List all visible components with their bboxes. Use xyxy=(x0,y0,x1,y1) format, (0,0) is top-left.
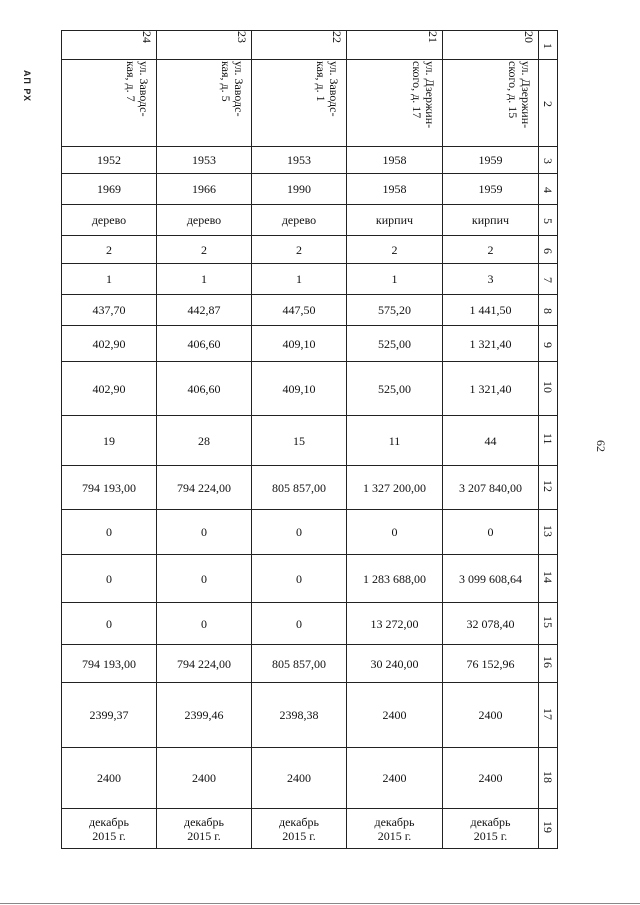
material-value: дерево xyxy=(186,213,222,227)
table-row xyxy=(62,60,558,147)
cost-other-value: 794 193,00 xyxy=(82,656,136,671)
table-row xyxy=(62,236,558,264)
cost-per-m2-value: 2399,37 xyxy=(89,708,129,722)
record-number-cell xyxy=(252,31,347,60)
material-cell xyxy=(443,205,539,236)
residents-cell xyxy=(443,416,539,466)
row-number-cell xyxy=(539,60,558,147)
row-number-cell xyxy=(539,748,558,809)
limit-per-m2-value: 2400 xyxy=(478,771,503,785)
cost-total-cell xyxy=(252,466,347,510)
sections-cell xyxy=(157,264,252,295)
table-row xyxy=(62,683,558,748)
cost-other-cell xyxy=(443,645,539,683)
cost-local-cell xyxy=(157,603,252,645)
cost-per-m2-cell xyxy=(443,683,539,748)
area-living-2-value: 409,10 xyxy=(282,381,316,396)
cost-other-cell xyxy=(347,645,443,683)
cost-total-cell xyxy=(347,466,443,510)
deadline-cell xyxy=(443,809,539,849)
address-text: ул. Дзержин- ского, д. 15 xyxy=(506,61,533,129)
row-number-cell xyxy=(539,147,558,174)
floors-cell xyxy=(62,236,157,264)
cost-fund-value: 0 xyxy=(201,525,207,539)
floors-cell xyxy=(347,236,443,264)
table-row xyxy=(62,603,558,645)
limit-per-m2-value: 2400 xyxy=(287,771,311,785)
cost-region-cell xyxy=(157,555,252,603)
area-total-cell xyxy=(347,295,443,326)
residents-value: 15 xyxy=(293,433,305,448)
cost-local-cell xyxy=(252,603,347,645)
row-number-cell xyxy=(539,645,558,683)
record-number: 23 xyxy=(235,31,249,43)
record-number: 22 xyxy=(330,31,344,43)
cost-total-value: 794 193,00 xyxy=(82,480,136,495)
sections-cell xyxy=(347,264,443,295)
cost-region-cell xyxy=(62,555,157,603)
cost-fund-value: 0 xyxy=(391,525,398,539)
deadline-value: декабрь 2015 г. xyxy=(184,814,224,843)
row-number-cell xyxy=(539,362,558,416)
residents-value: 11 xyxy=(388,433,401,448)
year-built-cell xyxy=(252,147,347,174)
row-number-cell xyxy=(539,31,558,60)
cost-other-value: 30 240,00 xyxy=(370,656,419,671)
material-cell xyxy=(347,205,443,236)
material-value: дерево xyxy=(91,213,127,227)
year-built-value: 1959 xyxy=(478,153,503,167)
area-total-cell xyxy=(62,295,157,326)
cost-per-m2-cell xyxy=(347,683,443,748)
table-row xyxy=(62,295,558,326)
cost-other-value: 794 224,00 xyxy=(177,656,231,671)
record-number-cell xyxy=(157,31,252,60)
row-number-cell xyxy=(539,466,558,510)
deadline-cell xyxy=(157,809,252,849)
cost-per-m2-value: 2400 xyxy=(382,708,407,722)
row-number: 5 xyxy=(541,218,555,224)
area-living-cell xyxy=(443,326,539,362)
cost-local-cell xyxy=(62,603,157,645)
residents-cell xyxy=(347,416,443,466)
year-2-value: 1959 xyxy=(478,182,503,196)
row-number: 9 xyxy=(541,341,555,348)
area-total-value: 447,50 xyxy=(282,303,316,317)
cost-other-value: 805 857,00 xyxy=(272,656,326,671)
year-2-value: 1969 xyxy=(97,182,121,196)
sections-value: 1 xyxy=(201,272,207,286)
area-total-value: 437,70 xyxy=(92,303,126,317)
deadline-value: декабрь 2015 г. xyxy=(279,814,319,843)
material-cell xyxy=(252,205,347,236)
area-living-cell xyxy=(252,326,347,362)
cost-fund-cell xyxy=(62,510,157,555)
area-living-2-cell xyxy=(347,362,443,416)
material-cell xyxy=(62,205,157,236)
area-living-2-value: 525,00 xyxy=(378,381,411,396)
year-2-cell xyxy=(252,174,347,205)
cost-local-cell xyxy=(443,603,539,645)
area-living-value: 525,00 xyxy=(378,336,411,351)
record-number: 20 xyxy=(522,31,536,43)
year-2-cell xyxy=(347,174,443,205)
limit-per-m2-value: 2400 xyxy=(382,771,407,785)
sections-cell xyxy=(443,264,539,295)
table-row xyxy=(62,147,558,174)
address-cell xyxy=(252,60,347,147)
year-built-cell xyxy=(443,147,539,174)
cost-per-m2-value: 2400 xyxy=(478,708,503,722)
cost-other-cell xyxy=(157,645,252,683)
area-living-value: 1 321,40 xyxy=(469,336,512,351)
deadline-value: декабрь 2015 г. xyxy=(89,814,129,843)
address-cell xyxy=(62,60,157,147)
material-cell xyxy=(157,205,252,236)
year-built-cell xyxy=(157,147,252,174)
sections-cell xyxy=(62,264,157,295)
residents-value: 19 xyxy=(103,433,115,448)
record-number-cell xyxy=(347,31,443,60)
table-row xyxy=(62,555,558,603)
row-number: 10 xyxy=(541,381,555,393)
residents-cell xyxy=(252,416,347,466)
floors-value: 2 xyxy=(487,242,494,257)
table-row xyxy=(62,31,558,60)
sections-value: 1 xyxy=(391,272,398,286)
cost-local-value: 32 078,40 xyxy=(466,616,515,631)
area-living-2-cell xyxy=(252,362,347,416)
year-2-value: 1958 xyxy=(382,182,407,196)
year-2-cell xyxy=(62,174,157,205)
cost-other-value: 76 152,96 xyxy=(466,656,515,671)
table-row xyxy=(62,645,558,683)
year-2-cell xyxy=(157,174,252,205)
area-total-cell xyxy=(252,295,347,326)
cost-total-cell xyxy=(62,466,157,510)
cost-fund-value: 0 xyxy=(106,525,112,539)
cost-per-m2-value: 2398,38 xyxy=(279,708,319,722)
cost-fund-cell xyxy=(252,510,347,555)
deadline-cell xyxy=(62,809,157,849)
cost-local-value: 0 xyxy=(296,616,302,631)
sections-value: 1 xyxy=(296,272,302,286)
cost-region-cell xyxy=(347,555,443,603)
year-2-cell xyxy=(443,174,539,205)
year-built-cell xyxy=(62,147,157,174)
material-value: кирпич xyxy=(471,213,510,227)
deadline-cell xyxy=(252,809,347,849)
area-total-value: 442,87 xyxy=(187,303,221,317)
row-number-cell xyxy=(539,555,558,603)
row-number: 13 xyxy=(541,524,555,537)
cost-local-value: 0 xyxy=(201,616,207,631)
row-number: 16 xyxy=(541,656,555,668)
row-number: 17 xyxy=(541,707,555,720)
cost-total-cell xyxy=(443,466,539,510)
table-row xyxy=(62,326,558,362)
row-number: 12 xyxy=(541,480,555,492)
residents-value: 28 xyxy=(198,433,210,448)
deadline-cell xyxy=(347,809,443,849)
cost-local-value: 13 272,00 xyxy=(370,616,419,631)
year-built-value: 1953 xyxy=(192,153,216,167)
area-living-2-cell xyxy=(157,362,252,416)
floors-cell xyxy=(252,236,347,264)
year-built-value: 1958 xyxy=(382,153,407,167)
register-table xyxy=(61,30,558,849)
address-text: ул. Заводс- кая, д. 5 xyxy=(219,61,246,117)
cost-local-cell xyxy=(347,603,443,645)
area-living-cell xyxy=(157,326,252,362)
area-living-cell xyxy=(62,326,157,362)
material-value: кирпич xyxy=(375,213,414,227)
bottom-rule xyxy=(0,903,640,904)
row-number-cell xyxy=(539,416,558,466)
address-text: ул. Дзержин- ского, д. 17 xyxy=(410,61,437,129)
cost-total-value: 3 207 840,00 xyxy=(459,480,522,495)
row-number: 4 xyxy=(541,187,555,193)
sections-cell xyxy=(252,264,347,295)
address-cell xyxy=(443,60,539,147)
residents-cell xyxy=(62,416,157,466)
area-living-value: 406,60 xyxy=(187,336,221,351)
cost-region-value: 0 xyxy=(201,571,207,586)
residents-cell xyxy=(157,416,252,466)
deadline-value: декабрь 2015 г. xyxy=(374,814,415,843)
limit-per-m2-cell xyxy=(62,748,157,809)
row-number-cell xyxy=(539,603,558,645)
page-number: 62 xyxy=(594,440,608,452)
residents-value: 44 xyxy=(484,433,497,448)
row-number: 14 xyxy=(541,571,555,583)
row-number: 6 xyxy=(541,247,555,254)
table-row xyxy=(62,416,558,466)
material-value: дерево xyxy=(281,213,317,227)
limit-per-m2-cell xyxy=(443,748,539,809)
table-row xyxy=(62,264,558,295)
address-text: ул. Заводс- кая, д. 7 xyxy=(124,61,151,117)
limit-per-m2-value: 2400 xyxy=(192,771,216,785)
year-built-value: 1952 xyxy=(97,153,121,167)
record-number-cell xyxy=(62,31,157,60)
row-number: 2 xyxy=(541,101,555,107)
sections-value: 3 xyxy=(487,272,494,286)
year-2-value: 1990 xyxy=(287,182,311,196)
cost-total-value: 1 327 200,00 xyxy=(363,480,426,495)
area-total-cell xyxy=(443,295,539,326)
row-number-cell xyxy=(539,264,558,295)
floors-value: 2 xyxy=(106,242,112,257)
row-number: 7 xyxy=(541,277,555,283)
row-number-cell xyxy=(539,205,558,236)
floors-value: 2 xyxy=(201,242,207,257)
area-living-value: 409,10 xyxy=(282,336,316,351)
cost-per-m2-cell xyxy=(252,683,347,748)
area-total-cell xyxy=(157,295,252,326)
cost-other-cell xyxy=(252,645,347,683)
floors-value: 2 xyxy=(296,242,302,257)
limit-per-m2-cell xyxy=(157,748,252,809)
cost-region-value: 0 xyxy=(106,571,112,586)
table-row xyxy=(62,174,558,205)
year-2-value: 1966 xyxy=(192,182,216,196)
cost-per-m2-cell xyxy=(157,683,252,748)
table-row xyxy=(62,466,558,510)
cost-region-cell xyxy=(252,555,347,603)
row-number-cell xyxy=(539,295,558,326)
cost-total-cell xyxy=(157,466,252,510)
cost-other-cell xyxy=(62,645,157,683)
floors-cell xyxy=(443,236,539,264)
cost-fund-cell xyxy=(443,510,539,555)
table-row xyxy=(62,362,558,416)
cost-total-value: 805 857,00 xyxy=(272,480,326,495)
cost-total-value: 794 224,00 xyxy=(177,480,231,495)
area-living-2-cell xyxy=(62,362,157,416)
address-text: ул. Заводс- кая, д. 1 xyxy=(314,61,341,117)
cost-fund-value: 0 xyxy=(296,525,302,539)
floors-cell xyxy=(157,236,252,264)
row-number-cell xyxy=(539,326,558,362)
table-row xyxy=(62,205,558,236)
row-number: 19 xyxy=(541,821,555,833)
limit-per-m2-value: 2400 xyxy=(97,771,121,785)
record-number-cell xyxy=(443,31,539,60)
record-number: 21 xyxy=(426,31,440,43)
sections-value: 1 xyxy=(106,272,112,286)
table-row xyxy=(62,809,558,849)
row-number: 3 xyxy=(541,158,555,164)
row-number: 15 xyxy=(541,616,555,628)
cost-local-value: 0 xyxy=(106,616,112,631)
row-number: 11 xyxy=(541,433,555,445)
archive-stamp: АП РХ xyxy=(22,70,32,103)
area-living-2-value: 1 321,40 xyxy=(469,381,512,396)
cost-region-value: 1 283 688,00 xyxy=(363,571,426,586)
cost-region-cell xyxy=(443,555,539,603)
floors-value: 2 xyxy=(391,242,398,257)
row-number: 8 xyxy=(541,308,555,314)
cost-fund-value: 0 xyxy=(487,525,494,539)
cost-per-m2-value: 2399,46 xyxy=(184,708,224,722)
area-total-value: 1 441,50 xyxy=(469,303,512,317)
record-number: 24 xyxy=(140,31,154,43)
row-number-cell xyxy=(539,809,558,849)
cost-fund-cell xyxy=(347,510,443,555)
area-living-value: 402,90 xyxy=(92,336,126,351)
row-number: 18 xyxy=(541,770,555,783)
limit-per-m2-cell xyxy=(347,748,443,809)
address-cell xyxy=(157,60,252,147)
cost-region-value: 0 xyxy=(296,571,302,586)
table-row xyxy=(62,510,558,555)
area-living-cell xyxy=(347,326,443,362)
area-living-2-value: 402,90 xyxy=(92,381,126,396)
table-row xyxy=(62,748,558,809)
cost-per-m2-cell xyxy=(62,683,157,748)
area-living-2-cell xyxy=(443,362,539,416)
area-total-value: 575,20 xyxy=(378,303,411,317)
row-number: 1 xyxy=(541,43,555,49)
year-built-cell xyxy=(347,147,443,174)
year-built-value: 1953 xyxy=(287,153,311,167)
area-living-2-value: 406,60 xyxy=(187,381,221,396)
address-cell xyxy=(347,60,443,147)
row-number-cell xyxy=(539,683,558,748)
row-number-cell xyxy=(539,510,558,555)
limit-per-m2-cell xyxy=(252,748,347,809)
deadline-value: декабрь 2015 г. xyxy=(470,814,511,843)
cost-fund-cell xyxy=(157,510,252,555)
cost-region-value: 3 099 608,64 xyxy=(459,571,522,586)
row-number-cell xyxy=(539,174,558,205)
row-number-cell xyxy=(539,236,558,264)
